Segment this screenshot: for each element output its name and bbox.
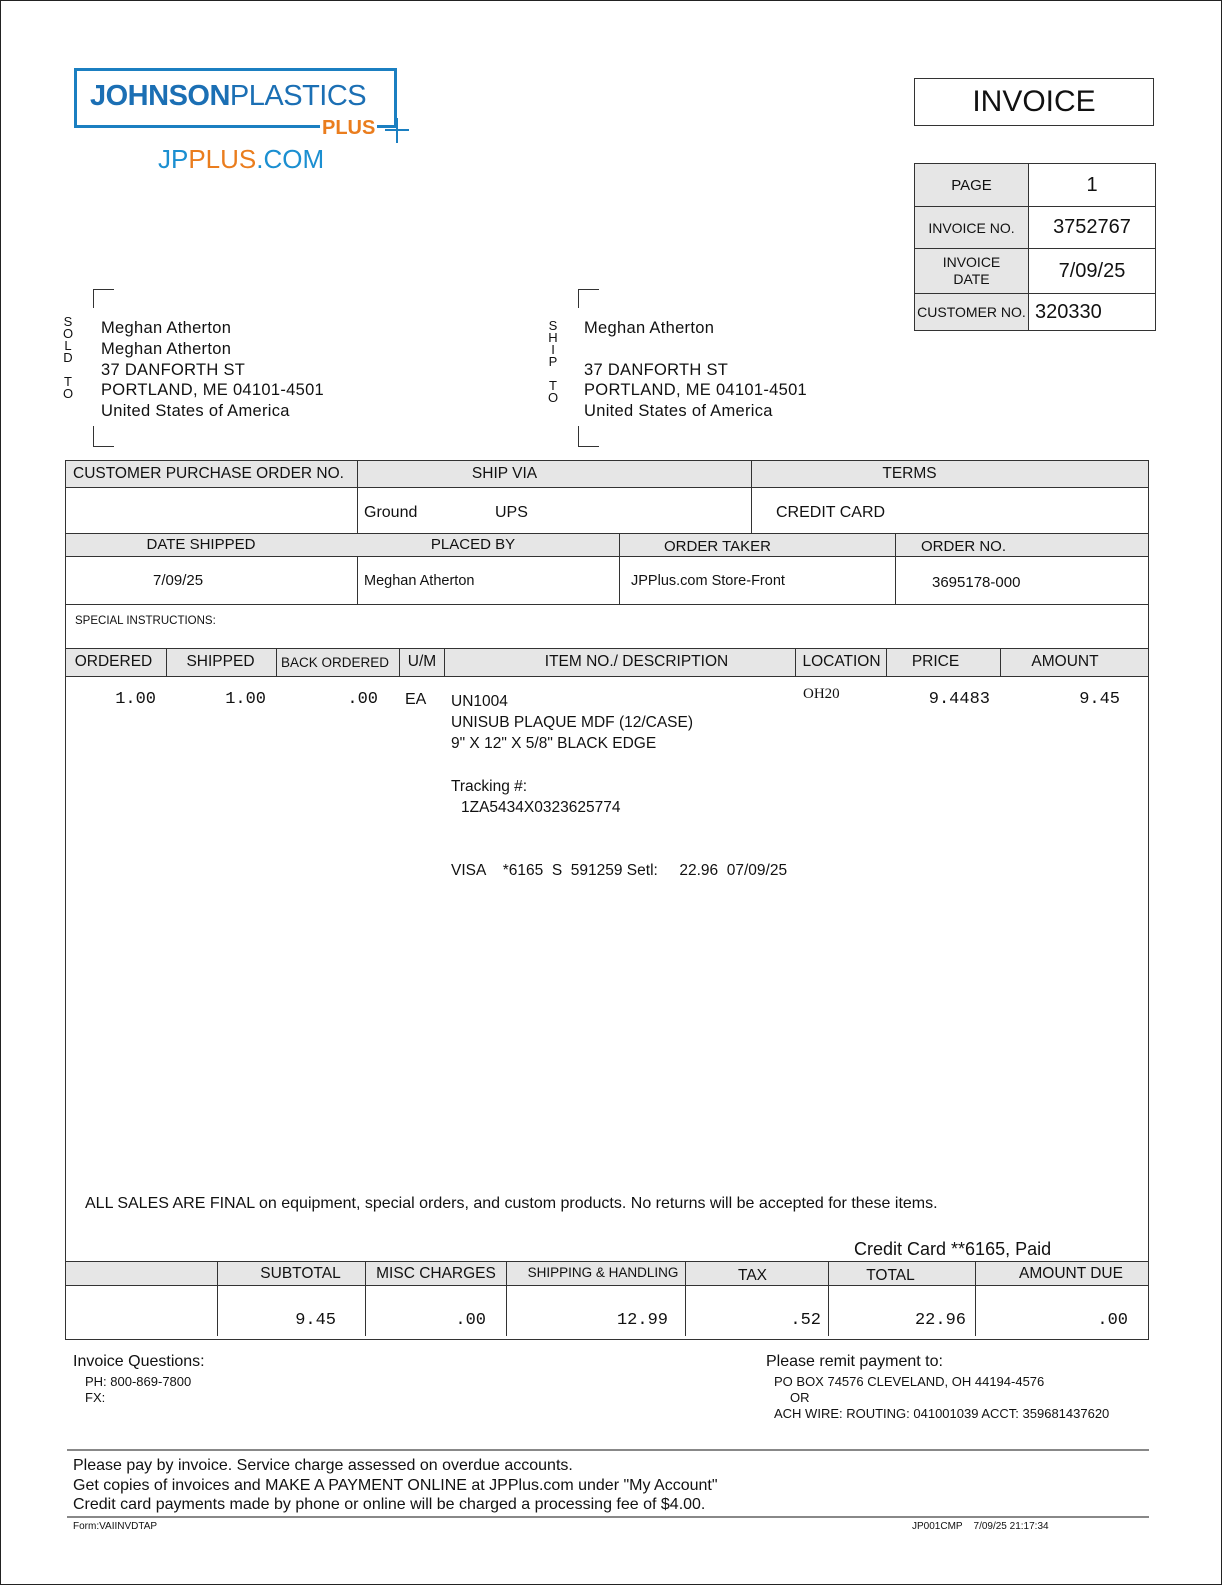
item-shipped: 1.00 — [225, 690, 266, 709]
date-shipped-label: DATE SHIPPED — [146, 536, 256, 553]
item-amount: 9.45 — [1079, 690, 1120, 709]
misc-charges-value: .00 — [455, 1311, 486, 1330]
subtotal-label: SUBTOTAL — [260, 1265, 341, 1282]
logo-plus: PLUS — [322, 117, 376, 139]
sold-to-bracket-top — [93, 289, 114, 308]
customer-no-label: CUSTOMER NO. — [915, 294, 1029, 331]
item-description — [451, 691, 787, 881]
terms-value: CREDIT CARD — [776, 504, 886, 521]
col-price: PRICE — [911, 653, 960, 670]
date-shipped: 7/09/25 — [153, 572, 204, 589]
placed-by: Meghan Atherton — [364, 573, 475, 589]
ship-to-bracket-bottom — [578, 426, 599, 447]
sold-to-bracket-bottom — [93, 426, 114, 447]
item-no: UN1004 — [451, 693, 508, 710]
col-um: U/M — [407, 653, 437, 670]
invoice-no-label: INVOICE NO. — [915, 207, 1029, 249]
sales-final-notice: ALL SALES ARE FINAL on equipment, special orders, and custom products. No returns will be accepted for these items. — [85, 1195, 938, 1212]
special-instructions-label: SPECIAL INSTRUCTIONS: — [75, 615, 216, 627]
terms-label: TERMS — [882, 465, 937, 482]
logo-brand: JOHNSONPLASTICS — [90, 80, 367, 112]
col-back-ordered: BACK ORDERED — [280, 655, 390, 670]
ship-method: Ground — [364, 504, 418, 521]
carrier: UPS — [495, 504, 528, 521]
footer-line-2: Get copies of invoices and MAKE A PAYMENT ONLINE at JPPlus.com under "My Account" — [73, 1476, 718, 1494]
tracking-number: 1ZA5434X0323625774 — [461, 799, 621, 816]
footer-line-1: Please pay by invoice. Service charge assessed on overdue accounts. — [73, 1457, 573, 1474]
col-ordered: ORDERED — [74, 653, 153, 670]
tracking-label: Tracking #: — [451, 778, 528, 795]
item-desc-line2: 9" X 12" X 5/8" BLACK EDGE — [451, 735, 657, 752]
logo-url: JPPLUS.COM — [158, 144, 325, 174]
logo-cross-icon — [396, 118, 398, 143]
col-shipped: SHIPPED — [186, 653, 255, 670]
order-taker: JPPlus.com Store-Front — [631, 573, 785, 589]
order-taker-label: ORDER TAKER — [664, 538, 771, 555]
col-description: ITEM NO./ DESCRIPTION — [544, 653, 729, 670]
paid-note: Credit Card **6165, Paid — [854, 1239, 1052, 1259]
sold-to-label: S O L D T O — [62, 314, 74, 401]
ship-via-label: SHIP VIA — [471, 465, 538, 482]
item-desc-line1: UNISUB PLAQUE MDF (12/CASE) — [451, 714, 694, 731]
amount-due-label: AMOUNT DUE — [1019, 1265, 1123, 1282]
ship-to-bracket-top — [578, 289, 599, 308]
page-number: 1 — [1029, 164, 1156, 207]
order-no: 3695178-000 — [932, 574, 1021, 591]
invoice-meta-table — [914, 163, 1156, 331]
shipping-handling-label: SHIPPING & HANDLING — [527, 1265, 679, 1280]
amount-due-value: .00 — [1097, 1311, 1128, 1330]
total-value: 22.96 — [914, 1311, 966, 1330]
sold-to-address: Meghan Atherton Meghan Atherton 37 DANFORTH ST PORTLAND, ME 04101-4501 United States of America — [101, 319, 325, 421]
item-price: 9.4483 — [928, 690, 990, 709]
shipping-value: 12.99 — [616, 1311, 668, 1330]
order-no-label: ORDER NO. — [921, 538, 1007, 555]
ship-to-label: S H I P T O — [547, 318, 559, 405]
item-back-ordered: .00 — [347, 690, 378, 709]
invoice-title: INVOICE — [914, 78, 1154, 126]
item-ordered: 1.00 — [115, 690, 156, 709]
col-amount: AMOUNT — [1031, 653, 1099, 670]
print-stamp: JP001CMP 7/09/25 21:17:34 — [912, 1521, 1049, 1532]
tax-value: .52 — [790, 1311, 821, 1330]
questions-fax: FX: — [85, 1390, 106, 1405]
footer-notes — [73, 1456, 718, 1515]
remit-address: PO BOX 74576 CLEVELAND, OH 44194-4576 OR ACH WIRE: ROUTING: 041001039 ACCT: 359681437620 — [774, 1374, 1110, 1421]
invoice-date-label: INVOICE DATE — [915, 249, 1029, 294]
subtotal-value: 9.45 — [295, 1311, 336, 1330]
misc-charges-label: MISC CHARGES — [376, 1265, 496, 1282]
placed-by-label: PLACED BY — [430, 536, 516, 553]
tax-label: TAX — [738, 1267, 767, 1284]
questions-contact — [85, 1374, 191, 1406]
customer-no: 320330 — [1029, 294, 1156, 331]
invoice-date: 7/09/25 — [1029, 249, 1156, 294]
footer-line-3: Credit card payments made by phone or online will be charged a processing fee of $4.00. — [73, 1496, 706, 1513]
item-location: OH20 — [803, 686, 840, 702]
invoice-no: 3752767 — [1029, 207, 1156, 249]
ship-to-address: Meghan Atherton 37 DANFORTH ST PORTLAND, ME 04101-4501 United States of America — [584, 319, 808, 421]
remit-title: Please remit payment to: — [766, 1353, 943, 1370]
item-um: EA — [405, 691, 427, 708]
page-label: PAGE — [915, 164, 1029, 207]
questions-phone: PH: 800-869-7800 — [85, 1374, 192, 1389]
form-code: Form:VAIINVDTAP — [73, 1521, 158, 1532]
payment-line: VISA *6165 S 591259 Setl: 22.96 07/09/25 — [451, 862, 788, 879]
po-label: CUSTOMER PURCHASE ORDER NO. — [73, 465, 344, 482]
total-label: TOTAL — [866, 1267, 915, 1284]
col-location: LOCATION — [802, 653, 881, 670]
questions-title: Invoice Questions: — [73, 1353, 205, 1370]
